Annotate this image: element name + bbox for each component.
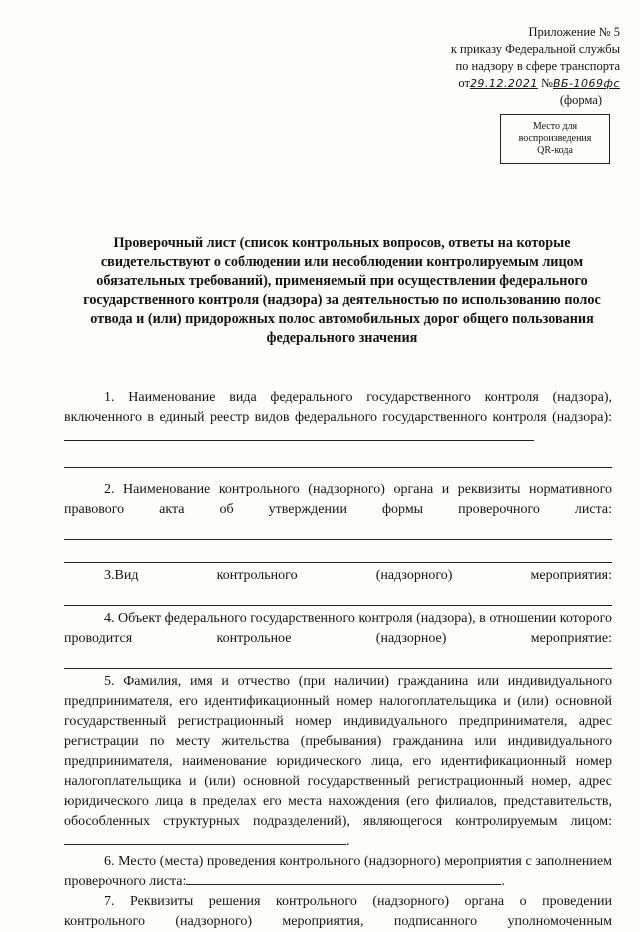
item-6: 6. Место (места) проведения контрольного (надзорного) мероприятия с заполнением проверочного листа: . <box>64 854 612 889</box>
fill-line <box>64 586 612 606</box>
appendix-header <box>424 24 620 109</box>
order-date-number: от29.12.2021 №ВБ-1069фс <box>458 76 620 90</box>
fill-line <box>64 448 612 468</box>
item-1: 1. Наименование вида федерального государственного контроля (надзора), включенного в единый реестр видов федерального государственного контроля (надзора): <box>64 388 612 448</box>
fill-line <box>64 543 612 563</box>
item-7: 7. Реквизиты решения контрольного (надзорного) органа о проведении контрольного (надзорного) мероприятия, подписанного уполномоченным <box>64 894 612 929</box>
agency-name: по надзору в сфере транспорта <box>455 59 620 73</box>
item-5: 5. Фамилия, имя и отчество (при наличии) гражданина или индивидуального предпринимателя, его идентификационный номер налогоплательщика и (или) основной государственный регистрационный номер индивидуального предпринимателя, адрес регистрации по месту жительства (пребывания) гражданина или индивидуального предпринимателя, наименование юридического лица, его идентификационный номер налогоплательщика и (или) основной государственный регистрационный номер, адрес юридического лица в пределах его места нахождения (его филиалов, представительств, обособленных структурных подразделений), являющегося контролируемым лицом:. <box>64 674 612 849</box>
fill-line <box>64 520 612 540</box>
order-reference: к приказу Федеральной службы <box>450 42 620 56</box>
fill-line <box>64 649 612 669</box>
order-number: ВБ-1069фс <box>552 77 620 90</box>
item-3: 3.Вид контрольного (надзорного) мероприятия: <box>104 568 612 583</box>
document-title: Проверочный лист (список контрольных вопросов, ответы на которые свидетельствуют о соблюдении или несоблюдении контролируемым лицом обязательных требований), применяемый при осуществлении федерального государственного контроля (надзора) за деятельностью по использованию полос отвода и (или) придорожных полос автомобильных дорог общего пользования федерального значения <box>83 235 601 346</box>
appendix-number: Приложение № 5 <box>528 25 620 39</box>
item-2: 2. Наименование контрольного (надзорного) органа и реквизиты нормативного правового акта об утверждении формы проверочного листа: <box>64 482 612 517</box>
order-date: 29.12.2021 <box>469 77 538 90</box>
fill-line <box>186 884 501 885</box>
form-label: (форма) <box>559 93 602 107</box>
qr-code-placeholder: Место для воспроизведения QR-кода <box>500 114 610 164</box>
item-4: 4. Объект федерального государственного контроля (надзора), в отношении которого проводится контрольное (надзорное) мероприятие: <box>64 611 612 646</box>
fill-line <box>64 440 534 441</box>
fill-line <box>64 844 346 845</box>
checklist-body <box>64 388 612 932</box>
